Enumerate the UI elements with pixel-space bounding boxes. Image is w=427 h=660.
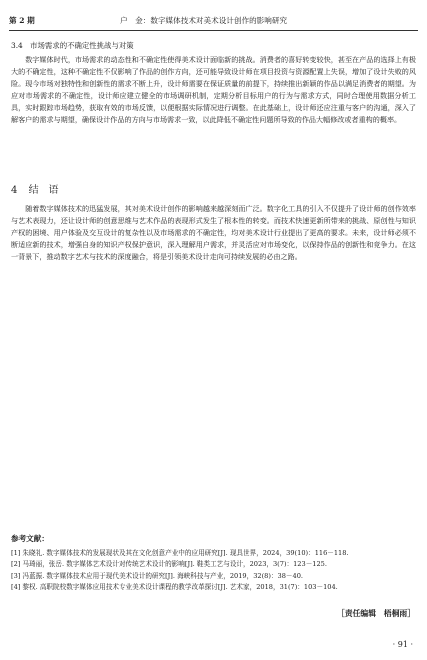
references-title: 参考文献： bbox=[11, 534, 49, 543]
section-heading bbox=[11, 181, 59, 196]
reference-item: [4] 黎权. 高职院校数字媒体应用技术专业美术设计课程的教学改革探讨[J]. 艺术家，2018，31(7)：103－104. bbox=[11, 583, 338, 592]
reference-item: [2] 马琦丽，张岳. 数字媒体艺术设计对传统艺术设计的影响[J]. 鞋类工艺与设计，2023，3(7)：123－125. bbox=[11, 560, 327, 569]
body-paragraph: 数字媒体时代，市场需求的动态性和不确定性使得美术设计面临新的挑战。消费者的喜好转变较快，甚至在产品的选择上有极大的不确定性，这种不确定性不仅影响了作品的创作方向，还可能导致设计师在项目投资与资源配置上失误，增加了设计失败的风险。现今市场对独特性和创新性的需求不断上升，设计师需要在保证质量的前提下，持续推出新颖的作品以满足消费者的期望。为应对市场需求的不确定性，设计师应建立健全的市场调研机制，定期分析目标用户的行为与需求方式，同时合理使用数据分析工具，实时跟踪市场趋势，获取有效的市场反馈，以便根据实际情况进行调整。在此基础上，设计师还应注重与客户的沟通，深入了解客户的需求与期望，确保设计作品的方向与市场需求一致，以此降低不确定性问题所导致的作品大幅修改或者重构的概率。 bbox=[11, 55, 416, 125]
running-title: 户 金：数字媒体技术对美术设计创作的影响研究 bbox=[120, 16, 288, 25]
reference-item: [3] 冯蓝振. 数字媒体技术应用于现代美术设计的研究[J]. 海峡科技与产业，2019，32(8)：38－40. bbox=[11, 571, 303, 580]
section-title: 结 语 bbox=[28, 185, 59, 196]
editor-note: ［责任编辑 梧桐雨］ bbox=[337, 609, 415, 618]
section-number: 4 bbox=[11, 185, 18, 196]
running-header bbox=[9, 14, 418, 28]
reference-list bbox=[11, 548, 416, 594]
header-rule bbox=[9, 30, 418, 31]
subsection-heading: 3.4 市场需求的不确定性挑战与对策 bbox=[11, 41, 134, 50]
reference-item: [1] 朱晓礼. 数字媒体技术的发展现状及其在文化创意产业中的应用研究[J]. 现具世界，2024，39(10)：116－118. bbox=[11, 549, 349, 557]
issue-number: 第 2 期 bbox=[9, 16, 35, 25]
conclusion-paragraph: 随着数字媒体技术的迅猛发展，其对美术设计创作的影响越来越深刻而广泛。数字化工具的引入不仅提升了设计师的创作效率与艺术表现力，还让设计师的创意思维与艺术作品的表现形式发生了根本性的转变。而技术快速更新所带来的挑战、原创性与知识产权的困境、用户体验及交互设计的复杂性以及市场需求的不确定性，均对美术设计行业提出了更高的要求。未来，设计师必须不断适应新的技术，增强自身的知识产权保护意识，深入理解用户需求，并灵活应对市场变化，以保持作品的创新性和竞争力。在这一背景下，推动数字艺术与技术的深度融合，将是引领美术设计走向可持续发展的必由之路。 bbox=[11, 204, 416, 262]
page-number: · 91 · bbox=[392, 640, 413, 649]
